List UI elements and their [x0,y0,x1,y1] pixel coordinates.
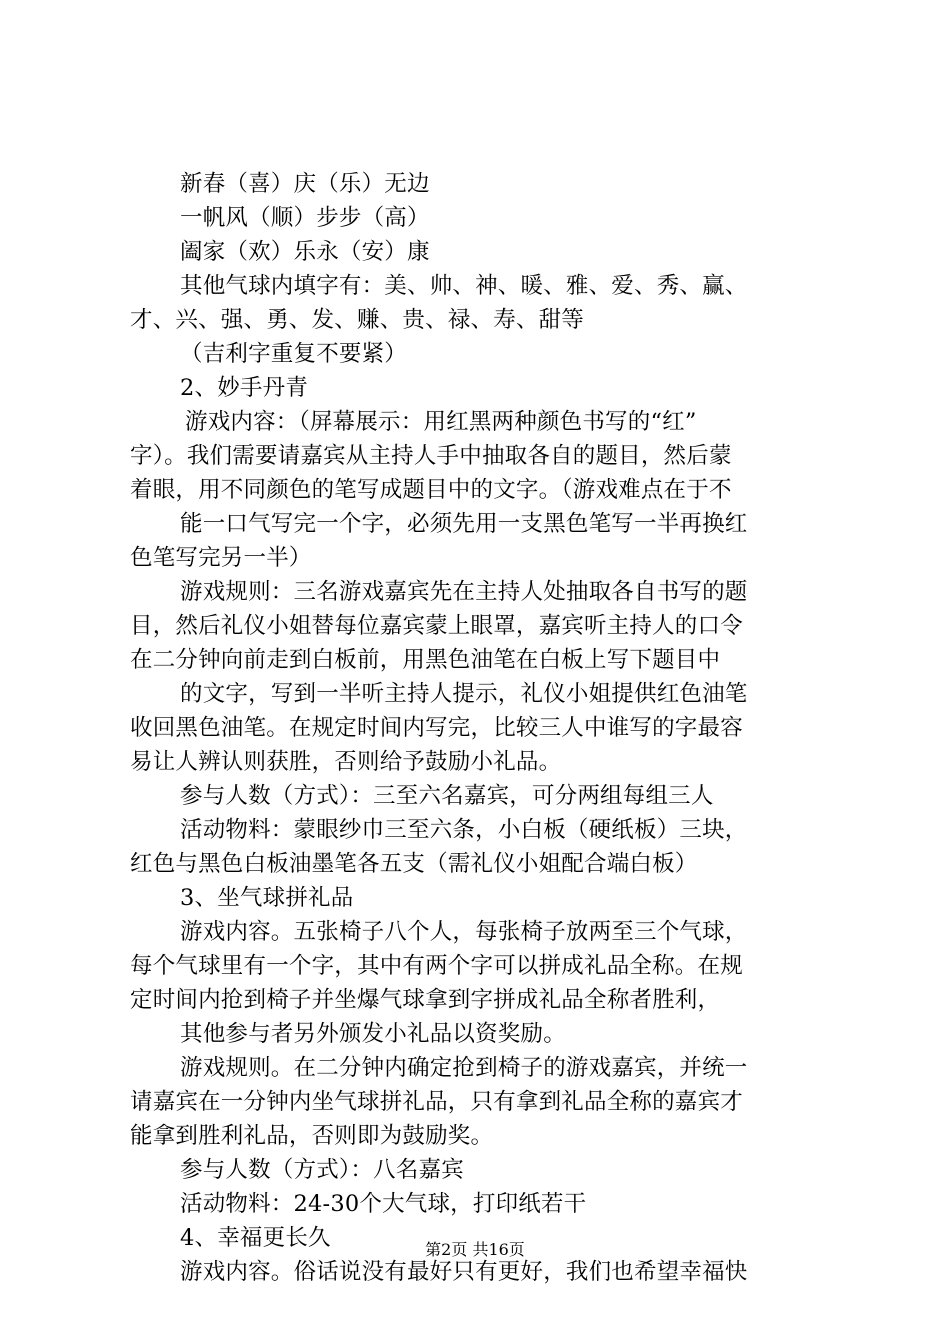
text-line: 收回黑色油笔。在规定时间内写完，比较三人中谁写的字最容 [130,715,743,741]
text-line: 活动物料：蒙眼纱巾三至六条，小白板（硬纸板）三块， [180,817,748,843]
text-line: 能拿到胜利礼品，否则即为鼓励奖。 [130,1123,494,1149]
text-line: 活动物料：24-30个大气球，打印纸若干 [180,1191,587,1217]
text-line: 在二分钟向前走到白板前，用黑色油笔在白板上写下题目中 [130,647,721,673]
text-line: 着眼，用不同颜色的笔写成题目中的文字。（游戏难点在于不 [130,477,732,503]
text-line: 字）。我们需要请嘉宾从主持人手中抽取各自的题目，然后蒙 [130,443,732,469]
text-line: 一帆风（顺）步步（高） [180,205,430,231]
text-line: 游戏规则。在二分钟内确定抢到椅子的游戏嘉宾，并统一 [180,1055,748,1081]
text-line: 参与人数（方式）：三至六名嘉宾，可分两组每组三人 [180,783,714,809]
section-heading: 3、坐气球拼礼品 [180,885,354,911]
text-line: 参与人数（方式）：八名嘉宾 [180,1157,464,1183]
text-line: 游戏规则：三名游戏嘉宾先在主持人处抽取各自书写的题 [180,579,748,605]
section-heading: 2、妙手丹青 [180,375,309,401]
text-line: 其他气球内填字有：美、帅、神、暖、雅、爱、秀、赢、 [180,273,748,299]
text-line: 色笔写完另一半） [130,545,312,571]
text-line: （吉利字重复不要紧） [180,341,408,367]
text-line: 游戏内容。俗话说没有最好只有更好，我们也希望幸福快 [180,1259,748,1285]
text-line: 游戏内容。五张椅子八个人，每张椅子放两至三个气球， [180,919,748,945]
text-line: 能一口气写完一个字，必须先用一支黑色笔写一半再换红 [180,511,748,537]
text-line: 阖家（欢）乐永（安）康 [180,239,430,265]
text-line: 新春（喜）庆（乐）无边 [180,171,430,197]
text-line: 其他参与者另外颁发小礼品以资奖励。 [180,1021,566,1047]
section-heading: 4、幸福更长久 [180,1225,331,1251]
text-line: 易让人辨认则获胜，否则给予鼓励小礼品。 [130,749,562,775]
text-line: 才、兴、强、勇、发、赚、贵、禄、寿、甜等 [130,307,585,333]
text-line: 目，然后礼仪小姐替每位嘉宾蒙上眼罩，嘉宾听主持人的口令 [130,613,743,639]
text-line: 每个气球里有一个字，其中有两个字可以拼成礼品全称。在规 [130,953,743,979]
text-line: 请嘉宾在一分钟内坐气球拼礼品，只有拿到礼品全称的嘉宾才 [130,1089,743,1115]
text-line: 定时间内抢到椅子并坐爆气球拿到字拼成礼品全称者胜利， [130,987,721,1013]
page-number-footer: 第2页 共16页 [425,1240,525,1259]
text-line: 红色与黑色白板油墨笔各五支（需礼仪小姐配合端白板） [130,851,698,877]
text-line: 游戏内容：（屏幕展示：用红黑两种颜色书写的“红” [185,409,697,435]
text-line: 的文字，写到一半听主持人提示，礼仪小姐提供红色油笔 [180,681,748,707]
